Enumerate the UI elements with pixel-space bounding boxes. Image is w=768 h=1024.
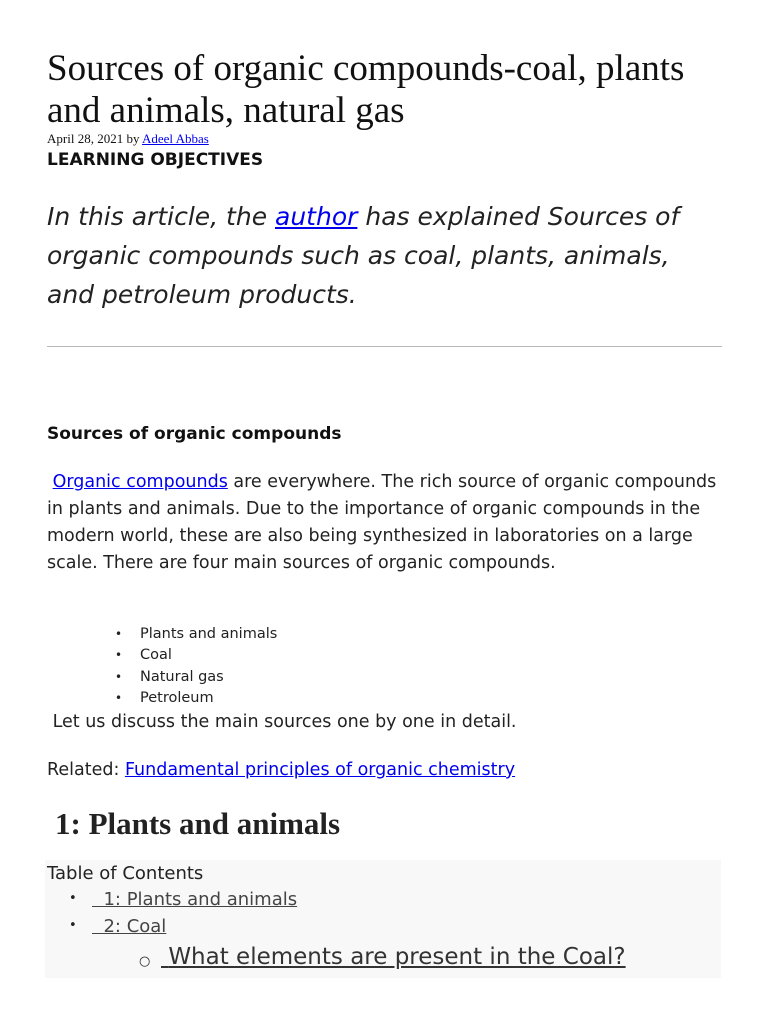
list-item: [109, 645, 277, 666]
sources-paragraph: [47, 469, 717, 577]
organic-compounds-link[interactable]: Organic compounds: [52, 472, 228, 492]
intro-paragraph: [47, 197, 722, 314]
related-link[interactable]: Fundamental principles of organic chemistry: [124, 760, 516, 780]
toc-link-plants-animals[interactable]: [92, 889, 297, 910]
bullet-icon: •: [115, 669, 123, 684]
toc-link-coal-elements[interactable]: [161, 944, 626, 970]
sources-paragraph-text: are everywhere. The rich source of organic compounds in plants and animals. Due to the importance of organic compounds in the modern world, these are also being synthesized in laboratories on a large scale. There are four main sources of organic compounds.: [47, 472, 717, 573]
circle-bullet-icon: ○: [139, 954, 151, 969]
bullet-icon: •: [115, 627, 123, 641]
list-item: [109, 667, 277, 688]
author-link[interactable]: Adeel Abbas: [142, 131, 209, 146]
list-item-text: Petroleum: [140, 689, 214, 706]
intro-text-start: In this article, the: [47, 202, 276, 231]
learning-objectives-heading: LEARNING OBJECTIVES: [47, 150, 264, 170]
list-item: [109, 624, 277, 645]
related-line: [47, 757, 515, 784]
toc-title: Table of Contents: [47, 863, 204, 884]
list-item-text: Natural gas: [140, 668, 224, 685]
plants-animals-heading: 1: Plants and animals: [55, 806, 341, 841]
bullet-icon: •: [69, 918, 77, 933]
bullet-icon: •: [69, 891, 77, 906]
toc-link-text: What elements are present in the Coal?: [168, 944, 626, 970]
toc-link-coal[interactable]: [92, 916, 166, 937]
horizontal-divider: [47, 346, 722, 347]
bullet-icon: •: [115, 690, 123, 705]
article-date: April 28, 2021: [47, 131, 124, 146]
list-item-text: Plants and animals: [140, 626, 278, 642]
by-label: by: [126, 131, 140, 146]
table-of-contents: [45, 860, 721, 978]
related-label: Related:: [47, 760, 120, 780]
discuss-text: Let us discuss the main sources one by one in detail.: [52, 712, 517, 732]
list-item: [109, 688, 277, 709]
bullet-icon: •: [115, 648, 123, 663]
intro-author-link[interactable]: author: [275, 202, 358, 231]
article-meta: [47, 131, 209, 147]
list-item-text: Coal: [140, 647, 172, 664]
discuss-paragraph: [47, 709, 517, 736]
section-heading: Sources of organic compounds: [47, 424, 342, 444]
toc-link-text: 2: Coal: [103, 916, 167, 937]
sources-list: [109, 624, 277, 709]
article-title: Sources of organic compounds-coal, plants and animals, natural gas: [47, 48, 685, 131]
toc-link-text: 1: Plants and animals: [103, 889, 298, 910]
intro-text-end: has explained Sources of organic compounds such as coal, plants, animals, and petroleum products.: [47, 202, 680, 309]
